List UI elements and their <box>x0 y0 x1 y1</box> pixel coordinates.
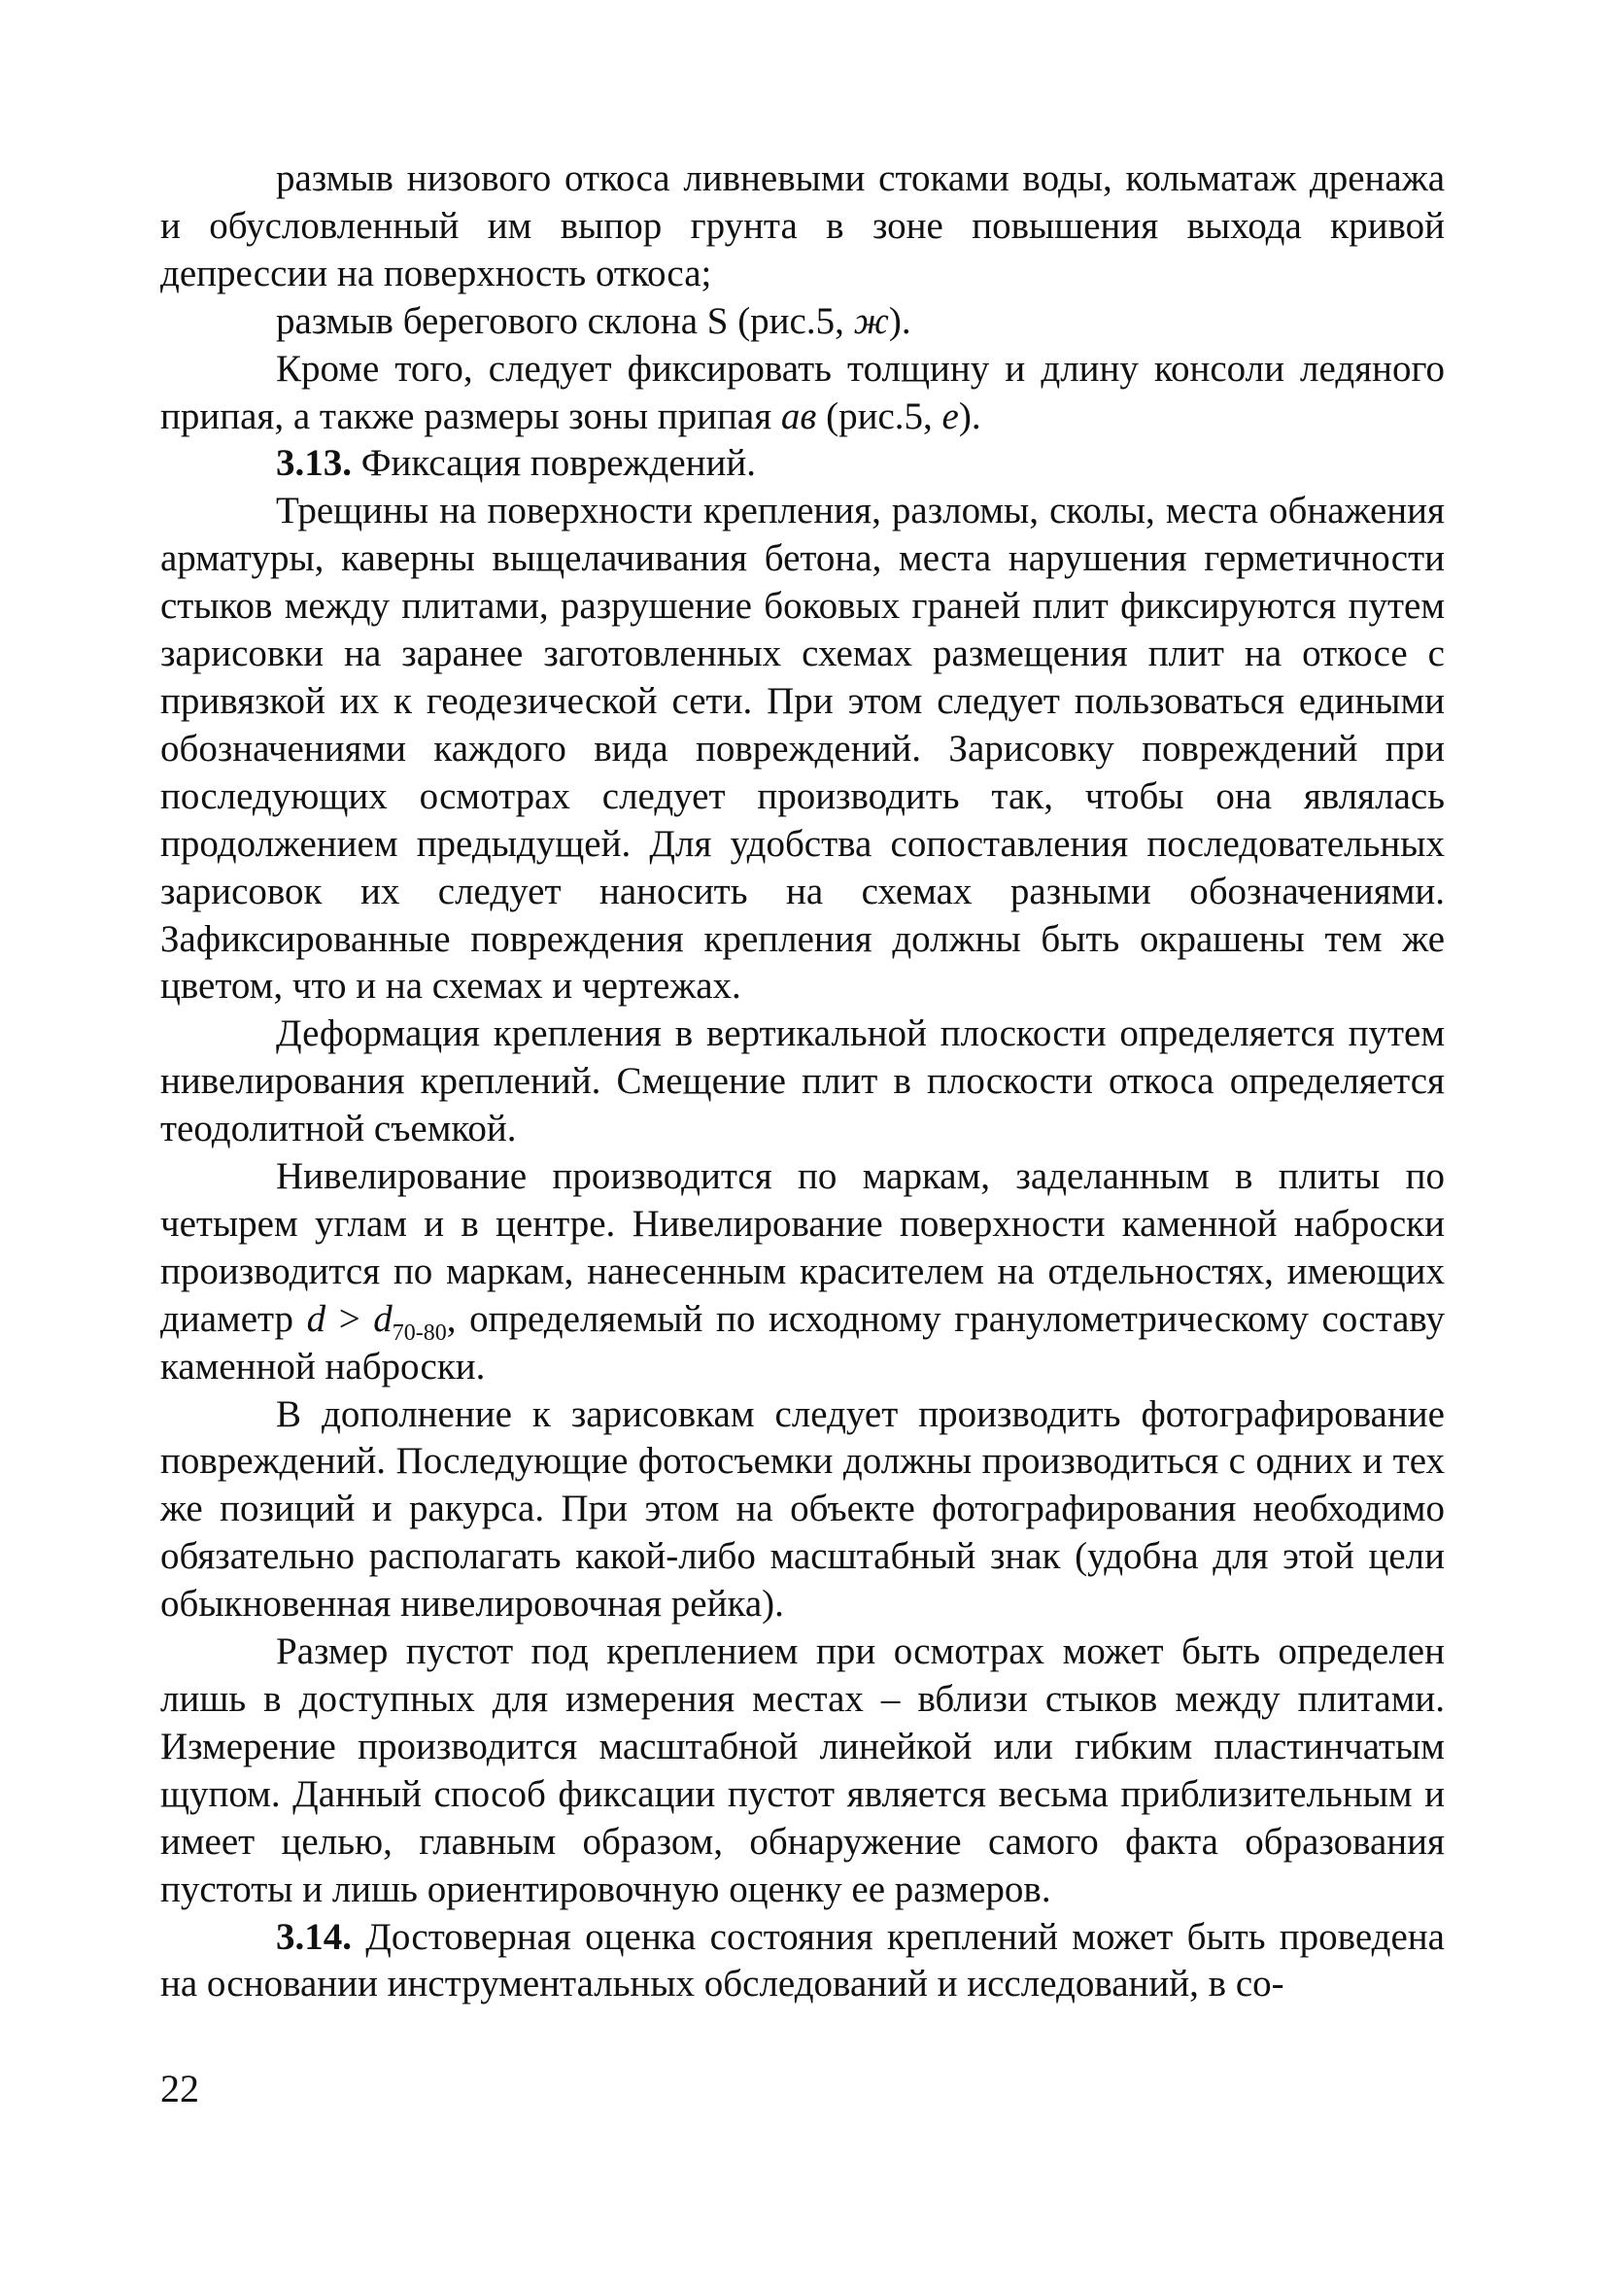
formula-operator: > <box>325 1297 374 1340</box>
paragraph-6 <box>160 1011 1445 1153</box>
paragraph-2 <box>160 298 1445 346</box>
paragraph-2-end: ). <box>888 299 911 342</box>
formula-variable: d <box>373 1297 393 1340</box>
paragraph-3 <box>160 346 1445 441</box>
section-3-14 <box>160 1914 1445 2009</box>
zone-label-italic: ав <box>780 394 817 437</box>
paragraph-9-text: Размер пустот под креплением при осмотрах может быть определен лишь в доступных для измерения местах – вблизи стыков между плитами. Измерение производится масштабной линейкой или гибким пластинчатым щупом. Данный способ фиксации пустот является весьма приблизительным и имеет целью, главным образом, обнаружение самого факта образования пустоты и лишь ориентировочную оценку ее размеров. <box>160 1630 1445 1910</box>
paragraph-3-text: Кроме того, следует фиксировать толщину и длину консоли ледяного припая, а также размеры зоны припая <box>160 347 1445 437</box>
paragraph-7-text: Нивелирование производится по маркам, заделанным в плиты по четырем углам и в центре. Нивелирование поверхности каменной наброски производится по маркам, нанесенным красителем на отдельностях, имеющих диаметр <box>160 1155 1445 1340</box>
section-title: Фиксация повреждений. <box>352 442 756 485</box>
paragraph-8 <box>160 1391 1445 1629</box>
page-number: 22 <box>160 2067 199 2110</box>
section-heading-3-13 <box>160 440 1445 488</box>
paragraph-8-text: В дополнение к зарисовкам следует производить фотографирование повреждений. Последующие фотосъемки должны производиться с одних и тех же позиций и ракурса. При этом на объекте фотографирования необходимо обязательно располагать какой-либо масштабный знак (удобна для этой цели обыкновенная нивелировочная рейка). <box>160 1392 1445 1626</box>
paragraph-5 <box>160 488 1445 1011</box>
section-number: 3.14. <box>276 1915 352 1958</box>
paragraph-3-mid: (рис.5, <box>816 394 942 437</box>
paragraph-1 <box>160 155 1445 298</box>
paragraph-2-text: размыв берегового склона S (рис.5, <box>276 299 854 342</box>
paragraph-5-text: Трещины на поверхности крепления, разломы, сколы, места обнажения арматуры, каверны выщелачивания бетона, места нарушения герметичности стыков между плитами, разрушение боковых граней плит фиксируются путем зарисовки на заранее заготовленных схемах размещения плит на откосе с привязкой их к геодезической сети. При этом следует пользоваться едиными обозначениями каждого вида повреждений. Зарисовку повреждений при последующих осмотрах следует производить так, чтобы она являлась продолжением предыдущей. Для удобства сопоставления последовательных зарисовок их следует наносить на схемах разными обозначениями. Зафиксированные повреждения крепления должны быть окрашены тем же цветом, что и на схемах и чертежах. <box>160 490 1445 1008</box>
paragraph-1-text: размыв низового откоса ливневыми стоками воды, кольматаж дренажа и обусловленный им выпор грунта в зоне повышения выхода кривой депрессии на поверхность откоса; <box>160 157 1445 294</box>
figure-ref-italic: е <box>941 394 959 437</box>
paragraph-7-end: , определяемый по исходному гранулометрическому составу каменной наброски. <box>160 1297 1445 1388</box>
paragraph-9 <box>160 1628 1445 1913</box>
section-number: 3.13. <box>276 442 352 485</box>
page-body <box>160 155 1445 2008</box>
paragraph-3-end: ). <box>958 394 981 437</box>
paragraph-6-text: Деформация крепления в вертикальной плоскости определяется путем нивелирования креплений. Смещение плит в плоскости откоса определяется теодолитной съемкой. <box>160 1012 1445 1150</box>
formula-subscript: 70-80 <box>392 1319 447 1346</box>
figure-ref-italic: ж <box>853 299 889 342</box>
formula-variable: d <box>306 1297 326 1340</box>
paragraph-10-text: Достоверная оценка состояния креплений может быть проведена на основании инструментальных обследований и исследований, в со- <box>160 1915 1445 2005</box>
paragraph-7 <box>160 1153 1445 1391</box>
